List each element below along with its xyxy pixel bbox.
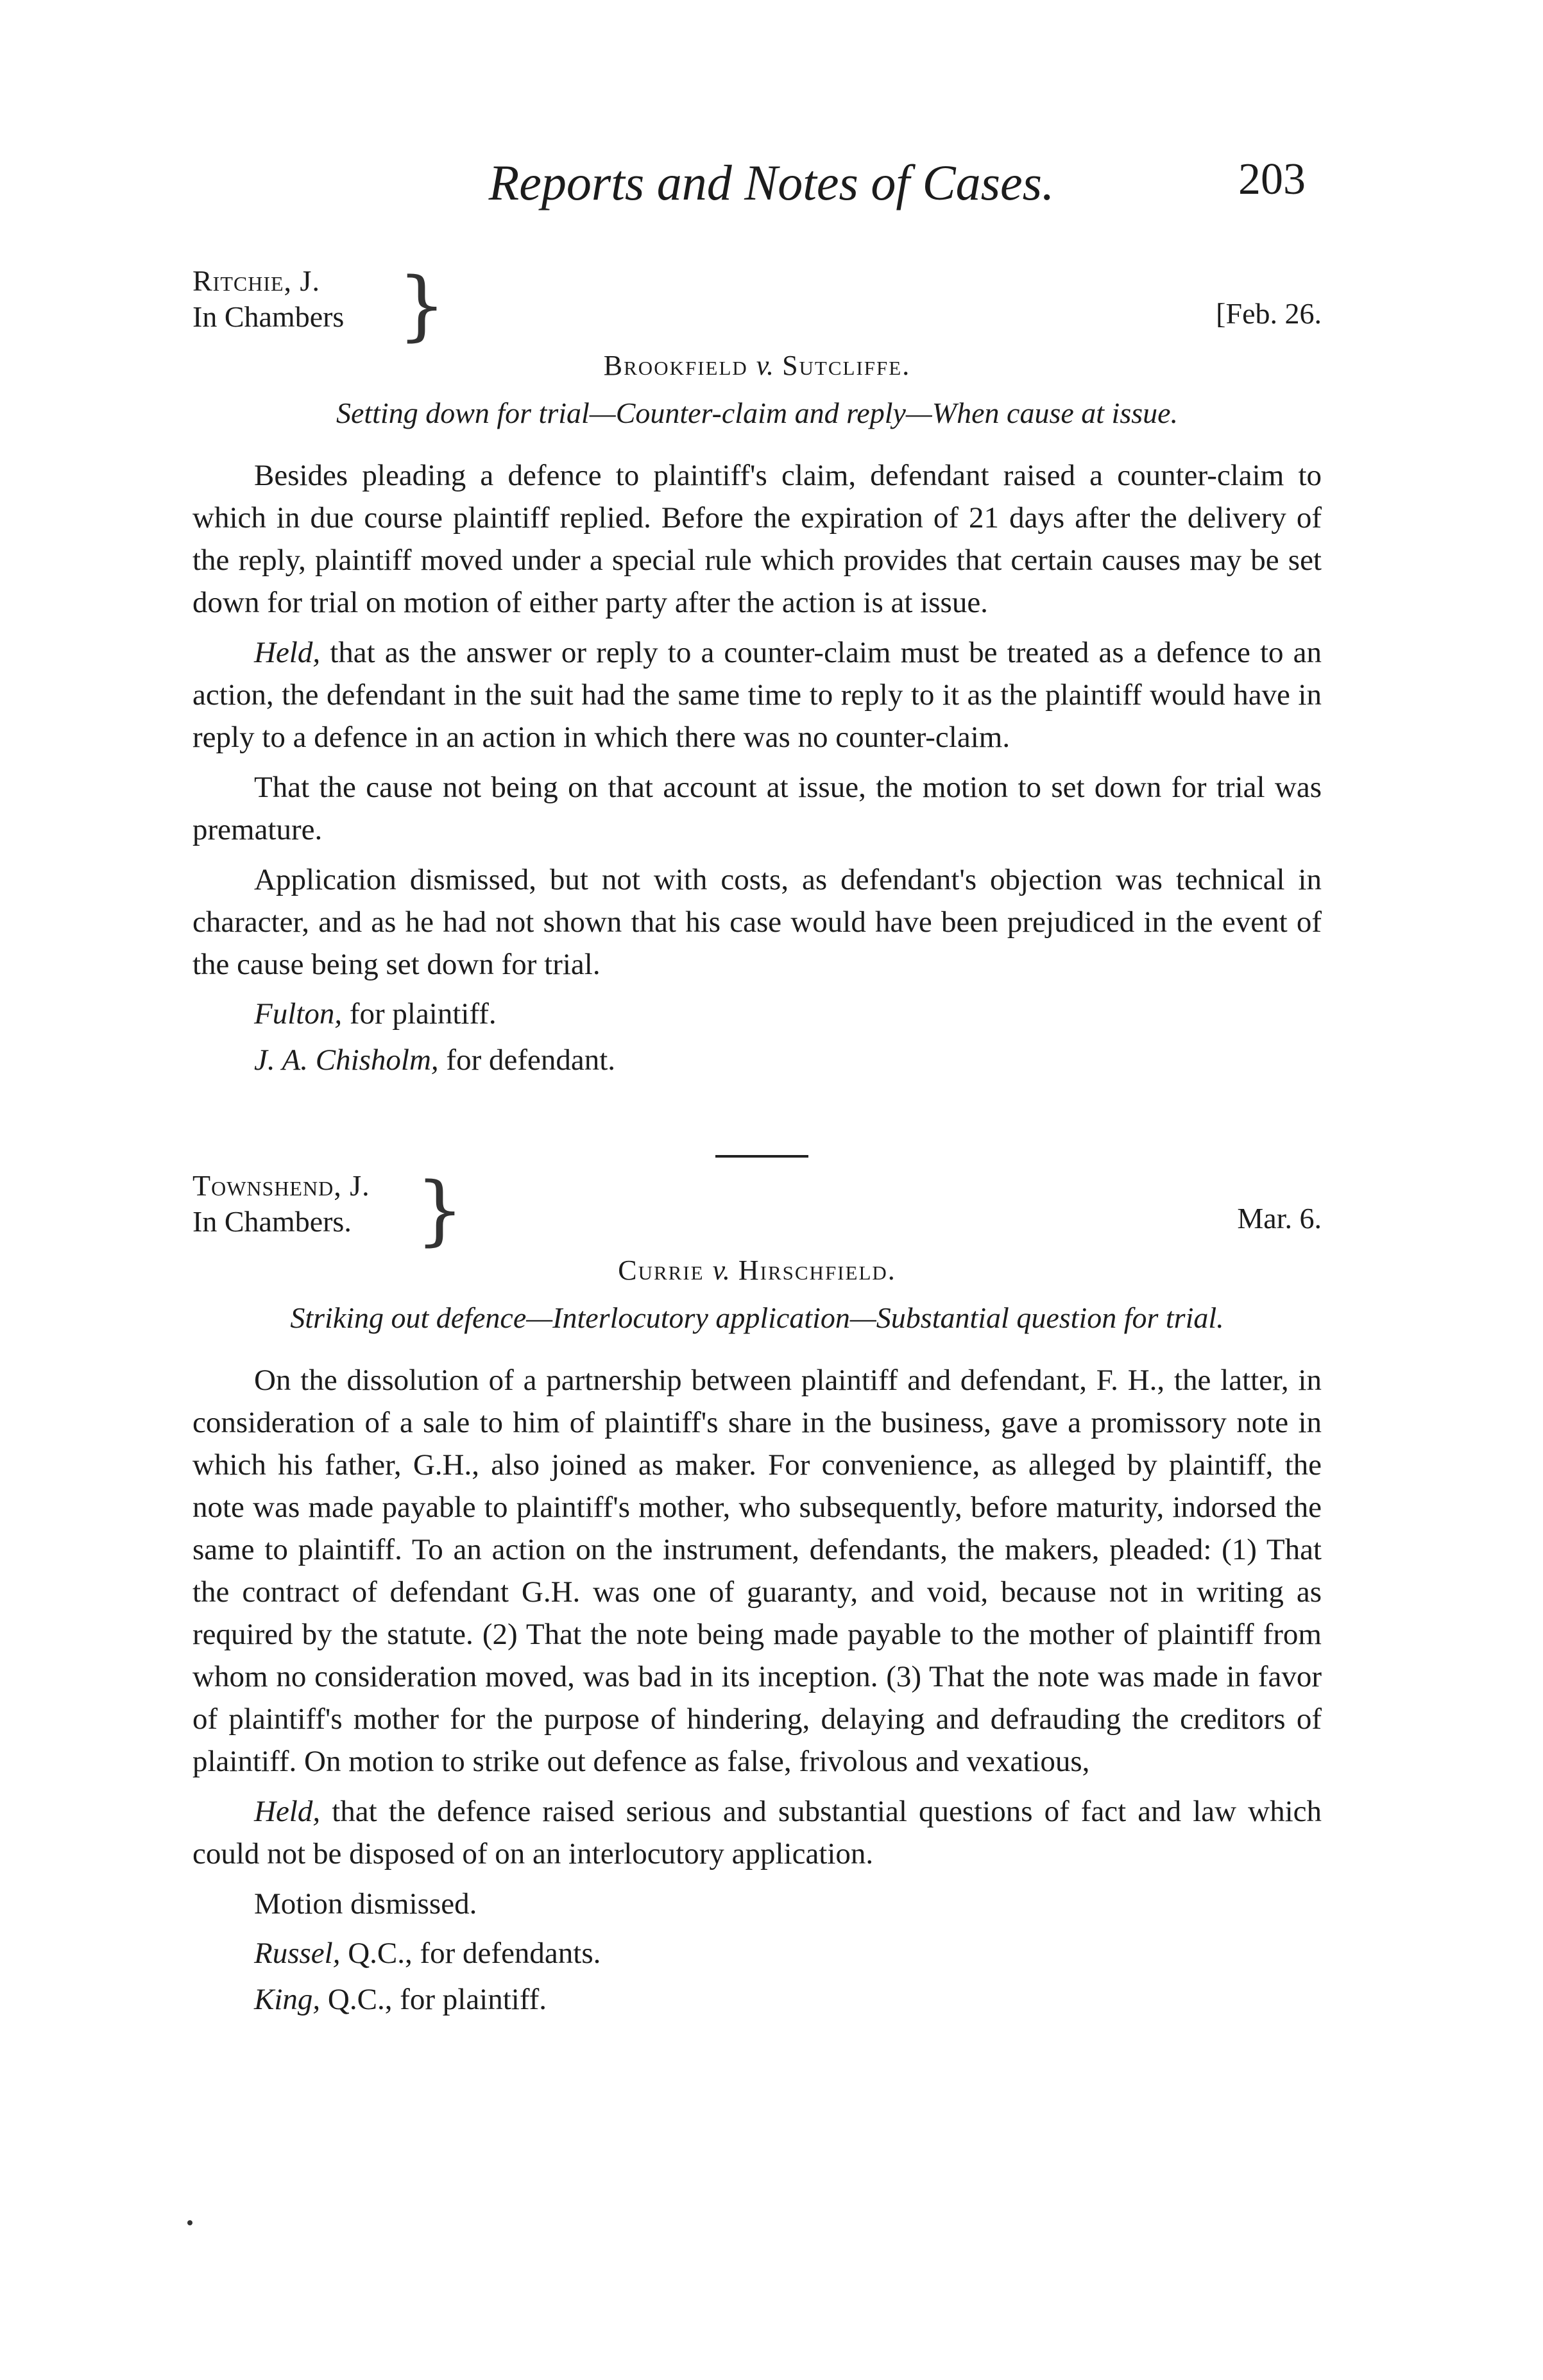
disposition-paragraph: Application dismissed, but not with costs, as defendant's objection was technical in character, and as he had not shown that his case would have been prejudiced in the event of the cause being set down for trial.	[192, 863, 1322, 981]
held-paragraph	[192, 631, 1322, 758]
counsel-line	[192, 1979, 1322, 2020]
counsel-name: J. A. Chisholm,	[254, 1043, 439, 1077]
headnote: Setting down for trial—Counter-claim and reply—When cause at issue.	[336, 397, 1179, 429]
decision-date: Mar. 6.	[1237, 1202, 1322, 1235]
holding-paragraph: That the cause not being on that account at issue, the motion to set down for trial was premature.	[192, 771, 1322, 846]
brace-icon: }	[416, 1165, 465, 1254]
plaintiff-name: Currie	[618, 1254, 704, 1286]
section-divider	[715, 1155, 808, 1158]
case-brookfield-v-sutcliffe	[192, 263, 1322, 1081]
chambers-label: In Chambers	[192, 300, 345, 333]
counsel-line	[192, 1040, 1322, 1081]
counsel-role: Q.C., for plaintiff.	[327, 1983, 547, 2016]
stray-mark	[187, 2220, 192, 2225]
case-caption	[192, 261, 1322, 349]
held-text: that as the answer or reply to a counter-claim must be treated as a defence to an action, the defendant in the suit had the same time to reply to it as the plaintiff would have in reply to a defence in an action in which there was no counter-claim.	[192, 636, 1322, 754]
counsel-role: Q.C., for defendants.	[348, 1937, 601, 1970]
counsel-role: for plaintiff.	[349, 997, 497, 1031]
counsel-line	[192, 1933, 1322, 1974]
counsel-role: for defendant.	[446, 1043, 616, 1077]
plaintiff-name: Brookfield	[603, 350, 748, 381]
counsel-line	[192, 993, 1322, 1034]
held-label: Held,	[254, 636, 321, 669]
running-head	[0, 154, 1543, 218]
headnote: Striking out defence—Interlocutory application—Substantial question for trial.	[290, 1301, 1224, 1334]
versus-label: v.	[756, 350, 774, 381]
held-paragraph	[192, 1790, 1322, 1875]
judge-block	[192, 1168, 370, 1240]
decision-date: [Feb. 26.	[1216, 297, 1322, 330]
case-currie-v-hirschfield	[192, 1165, 1322, 2020]
brace-icon: }	[398, 261, 447, 349]
counsel-name: Fulton,	[254, 997, 343, 1031]
case-title	[192, 1254, 1322, 1287]
running-title: Reports and Notes of Cases.	[488, 155, 1055, 210]
case-caption	[192, 1165, 1322, 1254]
chambers-label: In Chambers.	[192, 1205, 352, 1238]
defendant-name: Hirschfield.	[738, 1254, 896, 1286]
counsel-name: King,	[254, 1983, 321, 2016]
held-text: that the defence raised serious and substantial questions of fact and law which could not be disposed of on an interlocutory application.	[192, 1795, 1322, 1871]
versus-label: v.	[712, 1254, 730, 1286]
held-label: Held,	[254, 1795, 321, 1828]
counsel-name: Russel,	[254, 1937, 341, 1970]
facts-paragraph: On the dissolution of a partnership between plaintiff and defendant, F. H., the latter, in consideration of a sale to him of plaintiff's share in the business, gave a promissory note in which his father, G.H., also joined as maker. For convenience, as alleged by plaintiff, the note was made payable to plaintiff's mother, who subsequently, before maturity, indorsed the same to plaintiff. To an action on the instrument, defendants, the makers, pleaded: (1) That the contract of defendant G.H. was one of guaranty, and void, because not in writing as required by the statute. (2) That the note being made payable to the mother of plaintiff from whom no consideration moved, was bad in its inception. (3) That the note was made in favor of plaintiff's mother for the purpose of hindering, delaying and defrauding the creditors of plaintiff. On motion to strike out defence as false, frivolous and vexatious,	[192, 1364, 1322, 1778]
facts-paragraph: Besides pleading a defence to plaintiff's claim, defendant raised a counter-claim to which in due course plaintiff replied. Before the expiration of 21 days after the delivery of the reply, plaintiff moved under a special rule which provides that certain causes may be set down for trial on motion of either party after the action is at issue.	[192, 459, 1322, 619]
disposition-paragraph: Motion dismissed.	[254, 1887, 477, 1921]
defendant-name: Sutcliffe.	[782, 350, 911, 381]
judge-name: Townshend, J.	[192, 1169, 370, 1202]
case-title	[192, 349, 1322, 382]
judge-name: Ritchie, J.	[192, 264, 320, 297]
judge-block	[192, 263, 344, 335]
page-number: 203	[1238, 155, 1306, 204]
